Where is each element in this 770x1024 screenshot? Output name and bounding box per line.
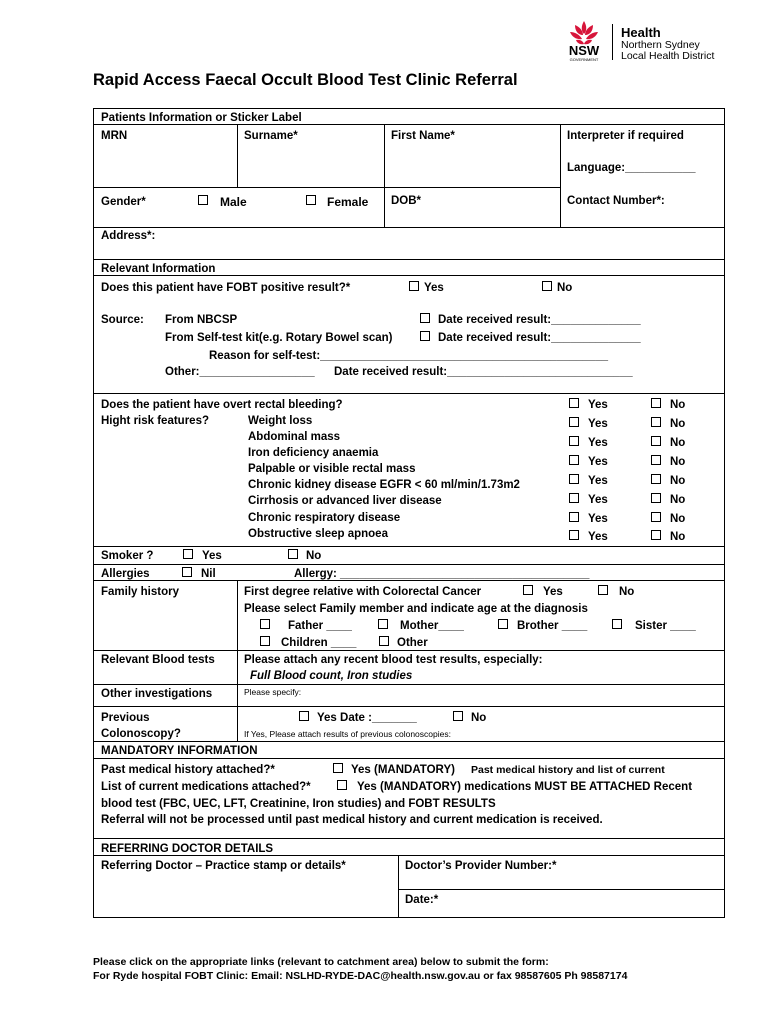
risk-no-checkbox[interactable] — [651, 530, 661, 540]
brother-checkbox[interactable] — [498, 619, 508, 629]
first-name-label: First Name* — [391, 130, 455, 142]
mother-checkbox[interactable] — [378, 619, 388, 629]
first-degree-no-checkbox[interactable] — [598, 585, 608, 595]
female-label: Female — [327, 195, 369, 209]
other-family-label: Other — [397, 637, 428, 649]
risk-no-label: No — [670, 456, 686, 468]
divider — [93, 275, 725, 276]
table-top-border — [93, 108, 725, 109]
risk-yes-label: Yes — [588, 437, 608, 449]
divider — [93, 650, 725, 651]
section-doctor: REFERRING DOCTOR DETAILS — [101, 843, 274, 855]
risk-yes-checkbox[interactable] — [569, 493, 579, 503]
sister-field[interactable]: Sister ____ — [635, 620, 696, 632]
divider — [237, 580, 238, 741]
allergies-nil-checkbox[interactable] — [182, 567, 192, 577]
risk-yes-checkbox[interactable] — [569, 455, 579, 465]
divider — [384, 124, 385, 227]
divider — [93, 741, 725, 742]
risk-no-checkbox[interactable] — [651, 512, 661, 522]
bleeding-no-checkbox[interactable] — [651, 398, 661, 408]
fobt-yes-checkbox[interactable] — [409, 281, 419, 291]
warning-text: Referral will not be processed until past medical history and current medication is received. — [101, 814, 603, 826]
footer-line-1: Please click on the appropriate links (relevant to catchment area) below to submit the form: — [93, 956, 549, 968]
smoker-no-checkbox[interactable] — [288, 549, 298, 559]
allergies-label: Allergies — [101, 568, 150, 580]
table-right-border — [724, 108, 725, 918]
risk-feature-label: Palpable or visible rectal mass — [248, 463, 416, 475]
full-blood-label: Full Blood count, Iron studies — [250, 670, 413, 682]
risk-no-checkbox[interactable] — [651, 474, 661, 484]
risk-feature-label: Iron deficiency anaemia — [248, 447, 379, 459]
risk-feature-label: Abdominal mass — [248, 431, 341, 443]
fobt-question: Does this patient have FOBT positive result?* — [101, 282, 351, 294]
risk-feature-label: Chronic respiratory disease — [248, 512, 401, 524]
fobt-no-label: No — [557, 282, 573, 294]
divider — [93, 684, 725, 685]
children-checkbox[interactable] — [260, 636, 270, 646]
nsw-logo — [562, 20, 606, 62]
colonoscopy-yes-date-field[interactable]: Yes Date :_______ — [317, 712, 417, 724]
pmh-note: Past medical history and list of current — [471, 764, 665, 776]
divider — [398, 889, 725, 890]
pmh-question: Past medical history attached?* — [101, 764, 275, 776]
colonoscopy-yes-checkbox[interactable] — [299, 711, 309, 721]
risk-no-checkbox[interactable] — [651, 436, 661, 446]
meds-yes-label: Yes (MANDATORY) medications MUST BE ATTACHED Recent — [357, 781, 693, 793]
divider — [93, 124, 725, 125]
select-family-label: Please select Family member and indicate age at the diagnosis — [244, 603, 588, 615]
if-yes-note: If Yes, Please attach results of previous colonoscopies: — [244, 729, 451, 739]
table-bottom-border — [93, 917, 725, 918]
divider — [93, 187, 560, 188]
divider — [93, 546, 725, 547]
father-field[interactable]: Father ____ — [288, 620, 352, 632]
risk-feature-label: Obstructive sleep apnoea — [248, 528, 388, 540]
contact-label: Contact Number*: — [567, 195, 665, 207]
footer-line-2[interactable]: For Ryde hospital FOBT Clinic: Email: NSLHD-RYDE-DAC@health.nsw.gov.au or fax 98587605 Ph 98587174 — [93, 970, 628, 982]
gender-label: Gender* — [101, 196, 146, 208]
section-patient-info: Patients Information or Sticker Label — [101, 112, 302, 124]
risk-yes-label: Yes — [588, 513, 608, 525]
mrn-label: MRN — [101, 130, 128, 142]
risk-no-checkbox[interactable] — [651, 455, 661, 465]
pmh-yes-label: Yes (MANDATORY) — [351, 764, 455, 776]
please-specify-label: Please specify: — [244, 687, 302, 697]
children-field[interactable]: Children ____ — [281, 637, 357, 649]
divider — [93, 580, 725, 581]
risk-feature-label: Chronic kidney disease EGFR < 60 ml/min/1.73m2 — [248, 479, 520, 491]
risk-feature-label: Weight loss — [248, 415, 313, 427]
risk-yes-checkbox[interactable] — [569, 530, 579, 540]
risk-no-checkbox[interactable] — [651, 417, 661, 427]
interpreter-label: Interpreter if required — [567, 130, 684, 142]
risk-yes-label: Yes — [588, 456, 608, 468]
allergy-field[interactable]: Allergy: _______________________________________ — [294, 568, 590, 580]
risk-no-label: No — [670, 513, 686, 525]
divider — [93, 706, 725, 707]
blood-tests-label: Relevant Blood tests — [101, 654, 215, 666]
father-checkbox[interactable] — [260, 619, 270, 629]
risk-yes-label: Yes — [588, 531, 608, 543]
doctor-stamp-label: Referring Doctor – Practice stamp or details* — [101, 860, 346, 872]
smoker-no-label: No — [306, 550, 322, 562]
page-title: Rapid Access Faecal Occult Blood Test Clinic Referral — [93, 71, 518, 89]
risk-no-label: No — [670, 437, 686, 449]
other-source-field[interactable]: Other:__________________ — [165, 366, 315, 378]
bleeding-yes-label: Yes — [588, 399, 608, 411]
risk-no-checkbox[interactable] — [651, 493, 661, 503]
nbcsp-date-checkbox[interactable] — [420, 313, 430, 323]
smoker-yes-label: Yes — [202, 550, 222, 562]
risk-no-label: No — [670, 494, 686, 506]
divider — [93, 758, 725, 759]
allergies-nil-label: Nil — [201, 568, 216, 580]
female-checkbox[interactable] — [306, 195, 316, 205]
divider — [93, 855, 725, 856]
divider — [398, 855, 399, 918]
from-nbcsp: From NBCSP — [165, 314, 238, 326]
source-label: Source: — [101, 314, 144, 326]
org-district-2: Local Health District — [621, 50, 715, 62]
divider — [560, 124, 561, 227]
sister-checkbox[interactable] — [612, 619, 622, 629]
reason-field[interactable]: Reason for self-test:_____________________________________________ — [209, 350, 608, 362]
previous-label: Previous — [101, 712, 150, 724]
divider — [93, 227, 725, 228]
smoker-yes-checkbox[interactable] — [183, 549, 193, 559]
section-mandatory: MANDATORY INFORMATION — [101, 745, 258, 757]
other-family-checkbox[interactable] — [379, 636, 389, 646]
other-date-field[interactable]: Date received result:_____________________________ — [334, 366, 633, 378]
blood-line: blood test (FBC, UEC, LFT, Creatinine, Iron studies) and FOBT RESULTS — [101, 798, 496, 810]
risk-no-label: No — [670, 475, 686, 487]
male-label: Male — [220, 195, 247, 209]
self-test-date-field[interactable]: Date received result:______________ — [438, 332, 641, 344]
risk-yes-label: Yes — [588, 418, 608, 430]
nbcsp-date-field[interactable]: Date received result:______________ — [438, 314, 641, 326]
date-label: Date:* — [405, 894, 439, 906]
address-label: Address*: — [101, 230, 156, 242]
risk-yes-label: Yes — [588, 494, 608, 506]
divider — [237, 124, 238, 187]
brother-field[interactable]: Brother ____ — [517, 620, 588, 632]
first-degree-yes-checkbox[interactable] — [523, 585, 533, 595]
meds-question: List of current medications attached?* — [101, 781, 311, 793]
org-health: Health — [621, 25, 661, 40]
org-district-1: Northern Sydney — [621, 39, 700, 51]
risk-no-label: No — [670, 418, 686, 430]
divider — [93, 838, 725, 839]
fobt-no-checkbox[interactable] — [542, 281, 552, 291]
from-self-test: From Self-test kit(e.g. Rotary Bowel scan) — [165, 332, 393, 344]
language-field[interactable]: Language:___________ — [567, 162, 696, 174]
divider — [93, 393, 725, 394]
male-checkbox[interactable] — [198, 195, 208, 205]
family-history-label: Family history — [101, 586, 179, 598]
bleeding-yes-checkbox[interactable] — [569, 398, 579, 408]
pmh-yes-checkbox[interactable] — [333, 763, 343, 773]
bleeding-no-label: No — [670, 399, 686, 411]
first-degree-yes-label: Yes — [543, 586, 563, 598]
bleeding-question: Does the patient have overt rectal bleeding? — [101, 399, 343, 411]
smoker-label: Smoker ? — [101, 550, 154, 562]
dob-label: DOB* — [391, 195, 422, 207]
provider-number-label: Doctor’s Provider Number:* — [405, 860, 557, 872]
risk-yes-checkbox[interactable] — [569, 417, 579, 427]
divider — [93, 259, 725, 260]
attach-blood-label: Please attach any recent blood test results, especially: — [244, 654, 543, 666]
risk-no-label: No — [670, 531, 686, 543]
risk-yes-label: Yes — [588, 475, 608, 487]
risk-feature-label: Cirrhosis or advanced liver disease — [248, 495, 442, 507]
colonoscopy-no-label: No — [471, 712, 487, 724]
logo-sub: GOVERNMENT — [569, 57, 599, 62]
risk-yes-checkbox[interactable] — [569, 474, 579, 484]
meds-yes-checkbox[interactable] — [337, 780, 347, 790]
surname-label: Surname* — [244, 130, 298, 142]
other-investigations-label: Other investigations — [101, 688, 213, 700]
mother-field[interactable]: Mother____ — [400, 620, 464, 632]
risk-yes-checkbox[interactable] — [569, 512, 579, 522]
first-degree-no-label: No — [619, 586, 635, 598]
risk-yes-checkbox[interactable] — [569, 436, 579, 446]
table-left-border — [93, 108, 94, 918]
first-degree-label: First degree relative with Colorectal Cancer — [244, 586, 482, 598]
colonoscopy-no-checkbox[interactable] — [453, 711, 463, 721]
logo-text: NSW — [568, 43, 600, 58]
self-test-date-checkbox[interactable] — [420, 331, 430, 341]
fobt-yes-label: Yes — [424, 282, 444, 294]
divider — [93, 564, 725, 565]
colonoscopy-label: Colonoscopy? — [101, 728, 181, 740]
logo-divider — [612, 24, 613, 60]
section-relevant-info: Relevant Information — [101, 263, 216, 275]
high-risk-label: Hight risk features? — [101, 415, 209, 427]
